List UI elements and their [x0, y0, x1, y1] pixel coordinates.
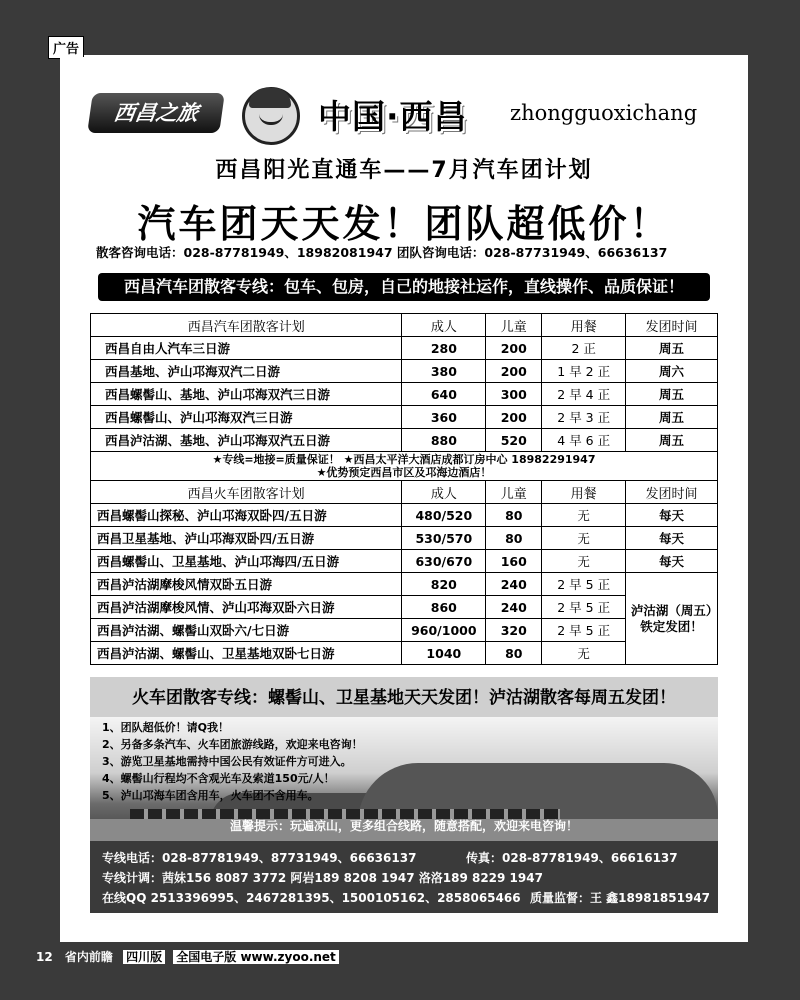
child-price: 160 — [486, 550, 542, 573]
header-cell: 西昌火车团散客计划 — [91, 481, 402, 504]
section-name: 省内前瞻 — [64, 950, 113, 964]
depart-day: 每天 — [626, 527, 718, 550]
table-note-row — [91, 452, 718, 481]
adult-price: 380 — [402, 360, 486, 383]
list-item: 4、螺髻山行程均不含观光车及索道150元/人！ — [102, 772, 335, 785]
meal: 1 早 2 正 — [542, 360, 626, 383]
page-footer — [36, 948, 339, 965]
header-cell: 西昌汽车团散客计划 — [91, 314, 402, 337]
meal: 2 早 5 正 — [542, 596, 626, 619]
meal: 无 — [542, 642, 626, 665]
train-banner: 火车团散客专线：螺髻山、卫星基地天天发团！泸沽湖散客每周五发团！ — [90, 677, 718, 719]
header-cell: 用餐 — [542, 314, 626, 337]
adult-price: 880 — [402, 429, 486, 452]
list-item: 2、另备多条汽车、火车团旅游线路，欢迎来电咨询！ — [102, 738, 363, 751]
table-row — [91, 383, 718, 406]
depart-day: 周六 — [626, 360, 718, 383]
header-cell: 儿童 — [486, 314, 542, 337]
depart-day: 周五 — [626, 429, 718, 452]
table-row — [91, 642, 718, 665]
slogan-banner: 西昌汽车团散客专线：包车、包房，自己的地接社运作，直线操作、品质保证！ — [98, 273, 710, 301]
child-price: 80 — [486, 504, 542, 527]
header-cell: 发团时间 — [626, 481, 718, 504]
contact-box — [90, 841, 718, 913]
route-name: 西昌泸沽湖、基地、泸山邛海双汽五日游 — [91, 429, 402, 452]
child-price: 80 — [486, 527, 542, 550]
child-price: 200 — [486, 337, 542, 360]
border-top — [0, 0, 800, 55]
contact-qq: 在线QQ 2513396995、2467281395、1500105162、2858065466 — [102, 891, 521, 905]
depart-day: 周五 — [626, 383, 718, 406]
route-name: 西昌卫星基地、泸山邛海双卧四/五日游 — [91, 527, 402, 550]
depart-day: 周五 — [626, 337, 718, 360]
depart-day: 周五 — [626, 406, 718, 429]
meal: 2 早 4 正 — [542, 383, 626, 406]
logo-badge: 西昌之旅 — [87, 93, 225, 133]
header-cell: 发团时间 — [626, 314, 718, 337]
depart-day: 每天 — [626, 504, 718, 527]
border-left — [0, 0, 60, 1000]
merged-depart-cell: 泸沽湖（周五）铁定发团！ — [626, 573, 718, 665]
national-edition-link[interactable]: 全国电子版 www.zyoo.net — [173, 950, 339, 964]
header-cell: 用餐 — [542, 481, 626, 504]
adult-price: 630/670 — [402, 550, 486, 573]
inquiry-phones: 散客咨询电话：028-87781949、18982081947 团队咨询电话：028-87731949、66636137 — [96, 245, 668, 260]
table-header-row — [91, 481, 718, 504]
route-name: 西昌泸沽湖、螺髻山、卫星基地双卧七日游 — [91, 642, 402, 665]
header-cell: 成人 — [402, 481, 486, 504]
route-name: 西昌螺髻山、基地、泸山邛海双汽三日游 — [91, 383, 402, 406]
meal: 2 早 5 正 — [542, 619, 626, 642]
list-item: 1、团队超低价！请Q我！ — [102, 721, 230, 734]
table-row — [91, 573, 718, 596]
table-row — [91, 527, 718, 550]
contact-supervisor: 质量监督：王 鑫18981851947 — [530, 891, 711, 905]
route-name: 西昌泸沽湖、螺髻山双卧六/七日游 — [91, 619, 402, 642]
table-row — [91, 504, 718, 527]
child-price: 320 — [486, 619, 542, 642]
table-note — [91, 452, 718, 481]
header-cell: 成人 — [402, 314, 486, 337]
adult-price: 280 — [402, 337, 486, 360]
table-row — [91, 406, 718, 429]
adult-price: 480/520 — [402, 504, 486, 527]
border-right — [748, 0, 800, 1000]
adult-price: 860 — [402, 596, 486, 619]
list-item: 3、游览卫星基地需持中国公民有效证件方可进入。 — [102, 755, 352, 768]
contact-line: 专线计调：茜妹156 8087 3772 阿岩189 8208 1947 洛洛189 8229 1947 — [102, 871, 543, 885]
note-line: ★优势预定西昌市区及邛海边酒店！ — [316, 466, 492, 479]
table-header-row — [91, 314, 718, 337]
adult-price: 530/570 — [402, 527, 486, 550]
mascot-icon — [242, 87, 300, 145]
meal: 2 早 3 正 — [542, 406, 626, 429]
table-row — [91, 596, 718, 619]
header-cell: 儿童 — [486, 481, 542, 504]
notes-list — [102, 719, 363, 804]
meal: 4 早 6 正 — [542, 429, 626, 452]
adult-price: 1040 — [402, 642, 486, 665]
note-line: ★专线=地接=质量保证！ ★西昌太平洋大酒店成都订房中心 18982291947 — [212, 453, 596, 466]
child-price: 520 — [486, 429, 542, 452]
subtitle: 西昌阳光直通车——7月汽车团计划 — [215, 158, 593, 183]
table-row — [91, 337, 718, 360]
meal: 无 — [542, 504, 626, 527]
child-price: 200 — [486, 360, 542, 383]
edition-badge: 四川版 — [123, 950, 165, 964]
table-row — [91, 360, 718, 383]
adult-price: 640 — [402, 383, 486, 406]
title-cn: 中国·西昌 — [318, 97, 468, 136]
meal: 无 — [542, 550, 626, 573]
meal: 2 早 5 正 — [542, 573, 626, 596]
route-name: 西昌泸沽湖摩梭风情、泸山邛海双卧六日游 — [91, 596, 402, 619]
route-name: 西昌螺髻山、泸山邛海双汽三日游 — [91, 406, 402, 429]
route-name: 西昌螺髻山、卫星基地、泸山邛海四/五日游 — [91, 550, 402, 573]
contact-line: 专线电话：028-87781949、87731949、66636137 — [102, 851, 417, 865]
ad-page — [60, 57, 748, 942]
page-number: 12 — [36, 950, 53, 964]
child-price: 80 — [486, 642, 542, 665]
depart-day: 每天 — [626, 550, 718, 573]
route-name: 西昌自由人汽车三日游 — [91, 337, 402, 360]
headline: 汽车团天天发！团队超低价！ — [137, 202, 671, 246]
list-item: 5、泸山邛海车团含用车，火车团不含用车。 — [102, 789, 319, 802]
meal: 2 正 — [542, 337, 626, 360]
child-price: 300 — [486, 383, 542, 406]
contact-fax: 传真：028-87781949、66616137 — [466, 851, 678, 865]
ad-tag: 广告 — [48, 36, 84, 59]
table-row — [91, 619, 718, 642]
adult-price: 360 — [402, 406, 486, 429]
child-price: 200 — [486, 406, 542, 429]
table-row — [91, 550, 718, 573]
route-name: 西昌泸沽湖摩梭风情双卧五日游 — [91, 573, 402, 596]
child-price: 240 — [486, 573, 542, 596]
route-name: 西昌螺髻山探秘、泸山邛海双卧四/五日游 — [91, 504, 402, 527]
table-row — [91, 429, 718, 452]
adult-price: 820 — [402, 573, 486, 596]
landscape-photo — [90, 717, 718, 841]
title-pinyin: zhongguoxichang — [510, 101, 698, 125]
route-name: 西昌基地、泸山邛海双汽二日游 — [91, 360, 402, 383]
adult-price: 960/1000 — [402, 619, 486, 642]
train-plan-table — [90, 480, 718, 665]
child-price: 240 — [486, 596, 542, 619]
meal: 无 — [542, 527, 626, 550]
tip-text: 温馨提示：玩遍凉山，更多组合线路，随意搭配，欢迎来电咨询！ — [229, 819, 578, 833]
bus-plan-table — [90, 313, 718, 481]
